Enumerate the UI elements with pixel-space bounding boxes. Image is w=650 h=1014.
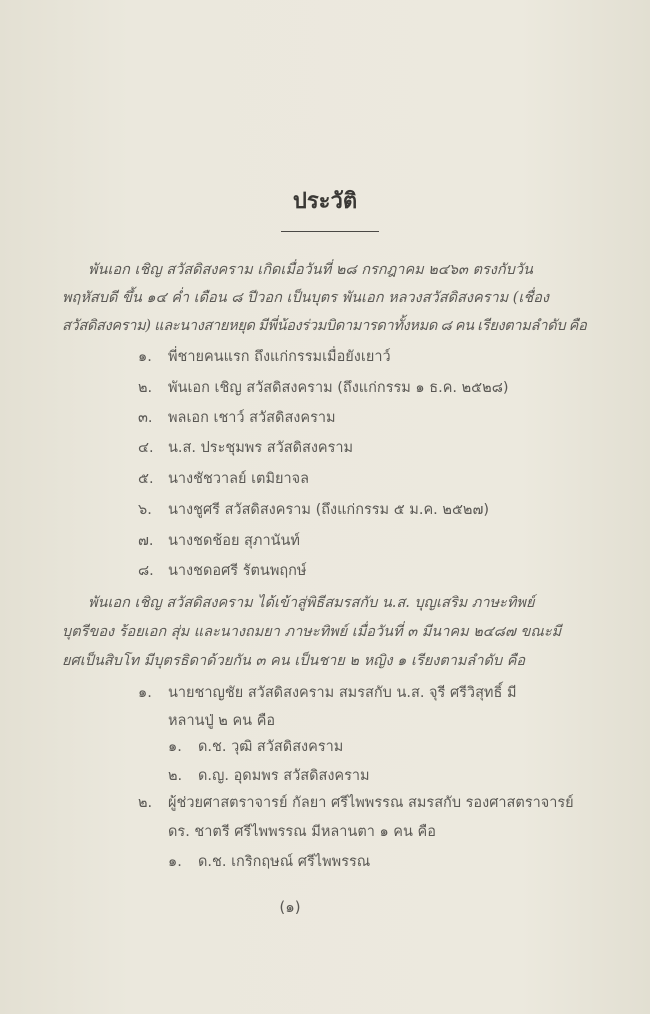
sibling-item: ๔. น.ส. ประชุมพร สวัสดิสงคราม (138, 440, 354, 456)
grandchild-item: ๒. ด.ญ. อุดมพร สวัสดิสงคราม (168, 768, 370, 784)
sibling-item: ๒. พันเอก เชิญ สวัสดิสงคราม (ถึงแก่กรรม ๑ ธ.ค. ๒๕๒๘) (138, 380, 509, 396)
page-title: ประวัติ (292, 189, 358, 214)
child-item: ๒. ผู้ช่วยศาสตราจารย์ กัลยา ศรีไพพรรณ สมรสกับ รองศาสตราจารย์ (138, 795, 574, 811)
paragraph1-line: พฤหัสบดี ขึ้น ๑๔ ค่ำ เดือน ๘ ปีวอก เป็นบุตร พันเอก หลวงสวัสดิสงคราม (เชื่อง (62, 290, 549, 306)
sibling-item: ๗. นางชดช้อย สุภานันท์ (138, 533, 300, 549)
paragraph1-line: สวัสดิสงคราม) และนางสายหยุด มีพี่น้องร่วมบิดามารดาทั้งหมด ๘ คน เรียงตามลำดับ คือ (62, 318, 587, 334)
sibling-item: ๓. พลเอก เชาว์ สวัสดิสงคราม (138, 410, 336, 426)
sibling-item: ๑. พี่ชายคนแรก ถึงแก่กรรมเมื่อยังเยาว์ (138, 349, 391, 365)
sibling-item: ๖. นางชูศรี สวัสดิสงคราม (ถึงแก่กรรม ๕ ม.ค. ๒๕๒๗) (138, 502, 490, 518)
paragraph2-line: พันเอก เชิญ สวัสดิสงคราม ได้เข้าสู่พิธีสมรสกับ น.ส. บุญเสริม ภาษะทิพย์ (88, 595, 535, 611)
child-item-continuation: ดร. ชาตรี ศรีไพพรรณ มีหลานตา ๑ คน คือ (168, 824, 436, 840)
grandchild-item: ๑. ด.ช. เกริกฤษณ์ ศรีไพพรรณ (168, 854, 371, 870)
title-underline (281, 231, 379, 232)
sibling-item: ๕. นางชัชวาลย์ เตมิยาจล (138, 471, 310, 487)
child-item: ๑. นายชาญชัย สวัสดิสงคราม สมรสกับ น.ส. จุรี ศรีวิสุทธิ์ มี (138, 685, 517, 701)
sibling-item: ๘. นางชดอศรี รัตนพฤกษ์ (138, 563, 307, 579)
paragraph2-line: ยศเป็นสิบโท มีบุตรธิดาด้วยกัน ๓ คน เป็นชาย ๒ หญิง ๑ เรียงตามลำดับ คือ (62, 653, 526, 669)
page-number: (๑) (279, 898, 301, 916)
paragraph1-line: พันเอก เชิญ สวัสดิสงคราม เกิดเมื่อวันที่ ๒๘ กรกฎาคม ๒๔๖๓ ตรงกับวัน (88, 262, 533, 278)
grandchild-item: ๑. ด.ช. วุฒิ สวัสดิสงคราม (168, 739, 344, 755)
paragraph2-line: บุตรีของ ร้อยเอก สุ่ม และนางถมยา ภาษะทิพย์ เมื่อวันที่ ๓ มีนาคม ๒๔๘๗ ขณะมี (62, 624, 562, 640)
child-item-continuation: หลานปู่ ๒ คน คือ (168, 713, 276, 729)
